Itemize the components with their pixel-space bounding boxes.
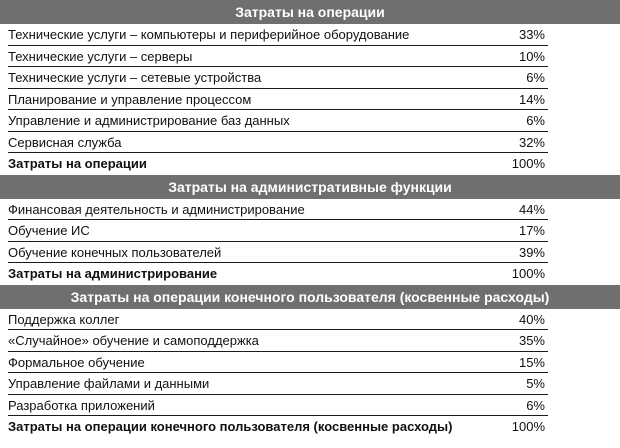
row-value: 6% [526, 113, 545, 128]
table-row [0, 373, 620, 395]
row-value: 33% [518, 27, 545, 42]
total-label: Затраты на администрирование [8, 266, 218, 281]
row-label: Финансовая деятельность и администрирование [8, 201, 305, 217]
row-label: Управление и администрирование баз данных [8, 113, 290, 128]
row-value: 17% [518, 223, 545, 238]
row-label: Технические услуги – сетевые устройства [8, 70, 262, 85]
row-label: Формальное обучение [8, 354, 145, 370]
row-label: Технические услуги – компьютеры и периферийное оборудование [8, 27, 410, 42]
table-row [0, 309, 620, 331]
row-label: Обучение ИС [8, 223, 90, 238]
row-label: Технические услуги – серверы [8, 48, 193, 64]
row-label: Разработка приложений [8, 397, 155, 413]
row-value: 39% [518, 244, 545, 260]
row-value: 6% [526, 397, 545, 413]
table-row [0, 220, 620, 242]
row-value: 6% [526, 70, 545, 85]
row-value: 10% [518, 48, 545, 64]
row-label: Поддержка коллег [8, 311, 120, 327]
total-row [0, 263, 620, 285]
table-row [0, 395, 620, 417]
section-header-operations: Затраты на операции [0, 0, 620, 24]
table-row [0, 199, 620, 221]
total-label: Затраты на операции конечного пользователя (косвенные расходы) [8, 419, 453, 434]
table-row [0, 110, 620, 132]
section-header-end-user: Затраты на операции конечного пользователя (косвенные расходы) [0, 285, 620, 309]
table-row [0, 46, 620, 68]
table-row [0, 67, 620, 89]
table-row [0, 132, 620, 154]
row-value: 44% [518, 201, 545, 217]
total-value: 100% [511, 266, 545, 281]
row-label: Управление файлами и данными [8, 376, 210, 391]
row-label: Обучение конечных пользователей [8, 244, 222, 260]
row-value: 15% [518, 354, 545, 370]
table-row [0, 89, 620, 111]
total-row [0, 153, 620, 175]
total-value: 100% [511, 156, 545, 171]
row-label: Сервисная служба [8, 134, 122, 150]
row-value: 14% [518, 91, 545, 107]
section-header-administration: Затраты на административные функции [0, 175, 620, 199]
table-row [0, 242, 620, 264]
row-value: 5% [526, 376, 545, 391]
row-value: 35% [518, 333, 545, 348]
table-row [0, 352, 620, 374]
row-label: Планирование и управление процессом [8, 91, 252, 107]
row-value: 40% [518, 311, 545, 327]
row-value: 32% [518, 134, 545, 150]
total-value: 100% [511, 419, 545, 434]
row-label: «Случайное» обучение и самоподдержка [8, 333, 259, 348]
total-row [0, 416, 620, 438]
table-row [0, 24, 620, 46]
total-label: Затраты на операции [8, 156, 147, 171]
table-row [0, 330, 620, 352]
